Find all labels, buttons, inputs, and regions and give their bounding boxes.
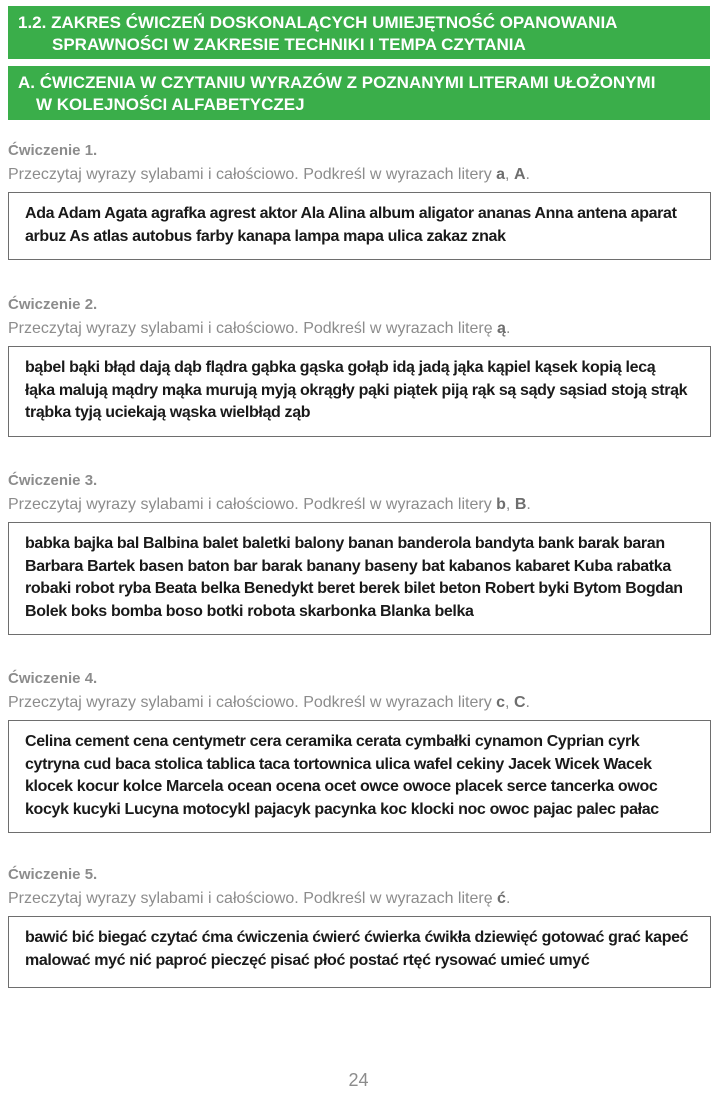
separator: , bbox=[505, 496, 515, 513]
exercise-title: Ćwiczenie 4. bbox=[8, 670, 98, 687]
exercise-instruction bbox=[8, 886, 711, 912]
separator: . bbox=[525, 694, 530, 711]
exercise-title: Ćwiczenie 3. bbox=[8, 472, 98, 489]
word-line: kocyk kucyki Lucyna motocykl pajacyk pacynka koc klocki noc owoc pajac palec pałac bbox=[25, 800, 659, 818]
exercise-5 bbox=[8, 864, 711, 988]
exercise-instruction bbox=[8, 162, 711, 188]
exercise-instruction bbox=[8, 316, 711, 342]
word-box bbox=[8, 916, 711, 988]
page-number: 24 bbox=[348, 1070, 369, 1090]
exercise-instruction bbox=[8, 690, 711, 716]
section-title-line2: SPRAWNOŚCI W ZAKRESIE TECHNIKI I TEMPA CZYTANIA bbox=[52, 35, 526, 54]
word-line: Barbara Bartek basen baton bar barak banany baseny bat kabanos kabaret Kuba rabatka bbox=[25, 557, 671, 575]
word-box bbox=[8, 346, 711, 437]
subsection-title-line1: A. ĆWICZENIA W CZYTANIU WYRAZÓW Z POZNANYMI LITERAMI UŁOŻONYMI bbox=[18, 73, 656, 92]
word-box bbox=[8, 720, 711, 833]
target-letter: b bbox=[496, 496, 506, 513]
exercise-title: Ćwiczenie 1. bbox=[8, 142, 98, 159]
word-line: klocek kocur kolce Marcela ocean ocena ocet owce owoce placek serce tancerka owoc bbox=[25, 778, 658, 795]
exercise-2 bbox=[8, 294, 711, 437]
separator: . bbox=[505, 890, 511, 907]
target-letter: A bbox=[513, 166, 526, 183]
word-line: trąbka tyją uciekają wąska wielbłąd ząb bbox=[25, 404, 311, 421]
instruction-text: Przeczytaj wyrazy sylabami i całościowo. Podkreśl w wyrazach litery bbox=[8, 496, 497, 513]
instruction-text: Przeczytaj wyrazy sylabami i całościowo. Podkreśl w wyrazach literę bbox=[8, 320, 498, 337]
exercise-4 bbox=[8, 668, 711, 833]
separator: . bbox=[526, 496, 531, 513]
exercise-instruction bbox=[8, 492, 711, 518]
word-line: arbuz As atlas autobus farby kanapa lampa mapa ulica zakaz znak bbox=[25, 227, 506, 245]
word-line: cytryna cud baca stolica tablica taca tortownica ulica wafel cekiny Jacek Wicek Wacek bbox=[25, 755, 652, 773]
word-line: Bolek boks bomba boso botki robota skarbonka Blanka belka bbox=[25, 602, 474, 620]
instruction-text: Przeczytaj wyrazy sylabami i całościowo. Podkreśl w wyrazach litery bbox=[8, 166, 497, 183]
section-title-banner bbox=[8, 6, 710, 59]
word-line: bawić bić biegać czytać ćma ćwiczenia ćwierć ćwierka ćwikła dziewięć gotować grać kapeć bbox=[25, 929, 689, 946]
separator: . bbox=[525, 166, 530, 183]
separator: . bbox=[505, 320, 511, 337]
word-line: Celina cement cena centymetr cera ceramika cerata cymbałki cynamon Cyprian cyrk bbox=[25, 733, 640, 750]
word-line: babka bajka bal Balbina balet baletki balony banan banderola bandyta bank barak baran bbox=[25, 535, 665, 552]
target-letter: ć bbox=[497, 890, 506, 907]
target-letter: C bbox=[513, 694, 526, 711]
section-title-line1: 1.2. ZAKRES ĆWICZEŃ DOSKONALĄCYCH UMIEJĘTNOŚĆ OPANOWANIA bbox=[18, 13, 618, 32]
instruction-text: Przeczytaj wyrazy sylabami i całościowo. Podkreśl w wyrazach literę bbox=[8, 890, 498, 907]
target-letter: c bbox=[496, 694, 506, 711]
target-letter: a bbox=[496, 166, 506, 183]
subsection-title-banner bbox=[8, 66, 710, 120]
exercise-1 bbox=[8, 140, 711, 260]
target-letter: B bbox=[514, 496, 527, 513]
exercise-title: Ćwiczenie 5. bbox=[8, 866, 98, 883]
exercise-title: Ćwiczenie 2. bbox=[8, 296, 98, 313]
target-letter: ą bbox=[497, 320, 506, 337]
subsection-title-line2: W KOLEJNOŚCI ALFABETYCZEJ bbox=[36, 95, 305, 114]
word-line: Ada Adam Agata agrafka agrest aktor Ala Alina album aligator ananas Anna antena aparat bbox=[25, 205, 677, 222]
word-box bbox=[8, 192, 711, 260]
instruction-text: Przeczytaj wyrazy sylabami i całościowo. Podkreśl w wyrazach litery bbox=[8, 694, 497, 711]
separator: , bbox=[505, 166, 514, 183]
word-line: łąka malują mądry mąka murują myją okrągły pąki piątek piją rąk są sądy sąsiad stoją strąk bbox=[25, 381, 688, 399]
word-line: malować myć nić paproć pieczęć pisać płoć postać rtęć rysować umieć umyć bbox=[25, 951, 590, 969]
word-line: robaki robot ryba Beata belka Benedykt beret berek bilet beton Robert byki Bytom Bogdan bbox=[25, 580, 683, 597]
separator: , bbox=[505, 694, 514, 711]
word-box bbox=[8, 522, 711, 635]
word-line: bąbel bąki błąd dają dąb flądra gąbka gąska gołąb idą jadą jąka kąpiel kąsek kopią lecą bbox=[25, 359, 656, 376]
exercise-3 bbox=[8, 470, 711, 635]
